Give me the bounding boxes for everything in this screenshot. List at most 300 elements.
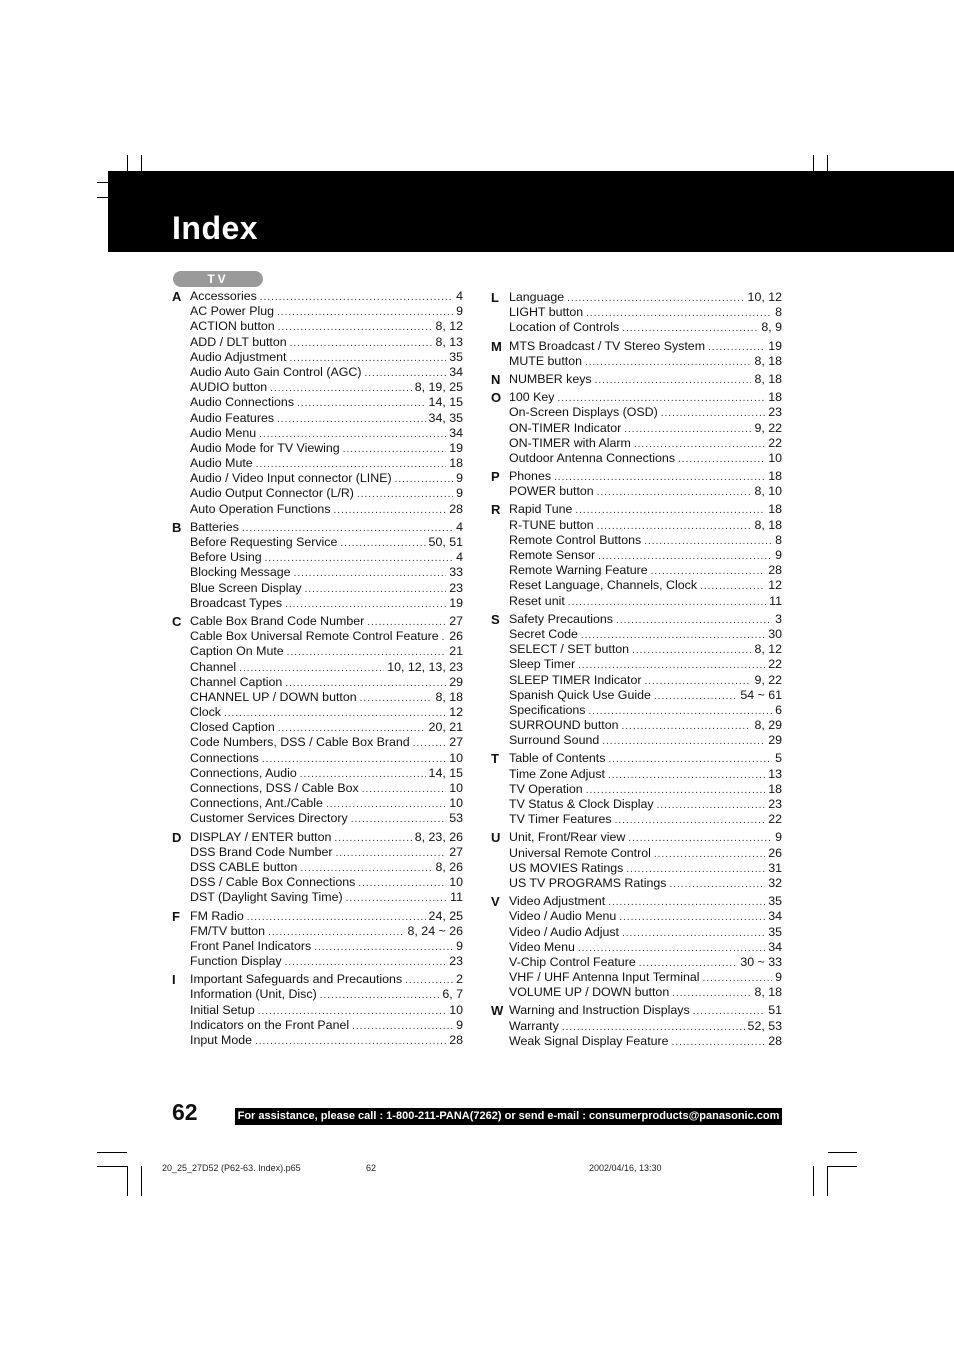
- index-entry: [190, 811, 463, 826]
- index-term: Audio Connections: [190, 395, 295, 410]
- index-pages: 10: [449, 781, 463, 795]
- index-term: NUMBER keys: [509, 371, 592, 386]
- index-pages: 9, 22: [754, 420, 782, 435]
- index-entry: [190, 471, 463, 486]
- index-group-w: [491, 1003, 791, 1049]
- index-pages: 18: [768, 390, 782, 405]
- dot-leader: [626, 862, 765, 877]
- index-entry: [509, 812, 782, 827]
- dot-leader: [268, 925, 404, 940]
- dot-leader: [608, 752, 772, 767]
- index-term: Remote Sensor: [509, 548, 596, 562]
- index-entry: [509, 372, 782, 387]
- index-term: US MOVIES Ratings: [509, 860, 624, 875]
- index-group-i: [172, 972, 472, 1048]
- dot-leader: [405, 973, 453, 988]
- index-entry: [509, 688, 782, 703]
- index-entry: [190, 720, 463, 735]
- index-term: CHANNEL UP / DOWN button: [190, 689, 357, 704]
- index-pages: 28: [768, 1033, 782, 1048]
- dot-leader: [632, 643, 751, 658]
- index-entry: [190, 830, 463, 845]
- index-entry: [190, 1003, 463, 1018]
- index-entry: [190, 629, 463, 644]
- dot-leader: [258, 1004, 446, 1019]
- index-pages: 51: [768, 1003, 782, 1018]
- index-letter: L: [491, 290, 499, 305]
- index-term: Audio Mute: [190, 456, 253, 471]
- index-entry: [190, 456, 463, 471]
- dot-leader: [270, 381, 412, 396]
- index-entry: [190, 502, 463, 517]
- index-term: Table of Contents: [509, 751, 606, 766]
- index-term: Clock: [190, 705, 221, 720]
- dot-leader: [285, 676, 446, 691]
- index-term: Phones: [509, 469, 552, 484]
- index-term: Important Safeguards and Precautions: [190, 972, 403, 987]
- index-pages: 19: [449, 595, 463, 610]
- dot-leader: [259, 427, 446, 442]
- index-term: Surround Sound: [509, 733, 600, 748]
- dot-leader: [651, 564, 766, 579]
- index-entry: [509, 733, 782, 748]
- index-pages: 27: [449, 844, 463, 859]
- index-term: Code Numbers, DSS / Cable Box Brand: [190, 735, 410, 750]
- index-term: ON-TIMER Indicator: [509, 420, 622, 435]
- crop-mark: [813, 1166, 814, 1196]
- index-entry: [509, 548, 782, 563]
- index-pages: 18: [768, 469, 782, 484]
- index-pages: 34: [449, 425, 463, 440]
- index-pages: 8, 18: [435, 689, 463, 704]
- index-entry: [509, 484, 782, 499]
- index-term: Specifications: [509, 702, 586, 717]
- dot-leader: [608, 768, 765, 783]
- index-entry: [509, 657, 782, 672]
- index-group-l: [491, 290, 791, 336]
- index-entry-list: [509, 372, 782, 387]
- index-entry: [509, 861, 782, 876]
- index-group-f: [172, 909, 472, 970]
- index-pages: 12: [768, 578, 782, 593]
- index-term: Before Using: [190, 550, 262, 565]
- index-entry: [190, 987, 463, 1002]
- dot-leader: [602, 734, 765, 749]
- index-letter: P: [491, 469, 500, 485]
- index-pages: 6: [775, 702, 782, 717]
- dot-leader: [277, 305, 453, 320]
- index-term: Connections, DSS / Cable Box: [190, 781, 359, 795]
- index-pages: 3: [775, 611, 782, 626]
- dot-leader: [294, 566, 447, 581]
- dot-leader: [568, 595, 766, 610]
- index-entry: [190, 486, 463, 501]
- index-term: Closed Caption: [190, 720, 275, 735]
- dot-leader: [619, 910, 765, 925]
- index-term: SLEEP TIMER Indicator: [509, 672, 642, 687]
- index-entry-list: [509, 612, 782, 749]
- index-pages: 8, 24 ~ 26: [407, 923, 463, 938]
- dot-leader: [581, 628, 765, 643]
- index-pages: 52, 53: [747, 1018, 782, 1033]
- dot-leader: [554, 470, 765, 485]
- dot-leader: [562, 1020, 745, 1035]
- index-term: US TV PROGRAMS Ratings: [509, 875, 667, 890]
- dot-leader: [575, 503, 765, 518]
- index-pages: 4: [456, 550, 463, 565]
- dot-leader: [285, 955, 447, 970]
- index-entry: [190, 972, 463, 987]
- index-term: DSS Brand Code Number: [190, 844, 333, 859]
- index-entry: [190, 939, 463, 954]
- index-term: Universal Remote Control: [509, 845, 651, 860]
- index-entry: [190, 909, 463, 924]
- index-pages: 10, 12, 13, 23: [387, 659, 463, 674]
- dot-leader: [628, 831, 772, 846]
- dot-leader: [367, 615, 446, 630]
- index-entry: [190, 520, 463, 535]
- index-entry: [509, 925, 782, 940]
- index-term: Secret Code: [509, 626, 578, 641]
- dot-leader: [395, 472, 454, 487]
- index-entry: [509, 846, 782, 861]
- index-entry-list: [509, 339, 782, 369]
- index-term: TV Status & Clock Display: [509, 797, 654, 811]
- index-entry: [190, 581, 463, 596]
- index-entry: [190, 1033, 463, 1048]
- dot-leader: [285, 597, 446, 612]
- index-term: Audio Features: [190, 410, 275, 425]
- index-pages: 5: [775, 751, 782, 766]
- index-pages: 8: [775, 305, 782, 320]
- index-entry-list: [509, 290, 782, 336]
- index-group-v: [491, 894, 791, 1000]
- index-entry: [509, 533, 782, 548]
- index-entry-list: [190, 830, 463, 906]
- index-term: Channel Caption: [190, 674, 283, 689]
- index-letter: U: [491, 830, 501, 846]
- dot-leader: [654, 689, 737, 704]
- dot-leader: [557, 391, 765, 406]
- index-term: Before Requesting Service: [190, 535, 338, 549]
- index-term: Outdoor Antenna Connections: [509, 450, 676, 465]
- index-entry-list: [509, 390, 782, 466]
- index-term: ACTION button: [190, 319, 275, 334]
- index-term: Connections, Ant./Cable: [190, 796, 323, 811]
- dot-leader: [300, 767, 426, 782]
- index-term: Language: [509, 290, 565, 304]
- dot-leader: [669, 877, 765, 892]
- index-entry: [190, 766, 463, 781]
- index-pages: 18: [768, 502, 782, 517]
- index-entry: [190, 365, 463, 380]
- dot-leader: [326, 797, 446, 812]
- index-entry: [190, 596, 463, 611]
- index-term: Caption On Mute: [190, 644, 284, 659]
- index-pages: 31: [768, 860, 782, 875]
- dot-leader: [693, 1004, 766, 1019]
- index-entry: [509, 290, 782, 305]
- index-entry: [190, 411, 463, 426]
- index-entry-list: [509, 502, 782, 608]
- dot-leader: [639, 956, 738, 971]
- index-entry: [509, 354, 782, 369]
- crop-mark: [141, 1166, 142, 1196]
- crop-mark: [827, 1166, 828, 1196]
- dot-leader: [608, 895, 765, 910]
- index-pages: 9: [456, 304, 463, 319]
- index-pages: 9: [456, 938, 463, 953]
- index-entry: [509, 627, 782, 642]
- index-entry: [509, 940, 782, 955]
- index-entry: [509, 751, 782, 766]
- index-term: FM Radio: [190, 908, 244, 923]
- index-pages: 9: [775, 830, 782, 845]
- index-group-o: [491, 390, 791, 466]
- crop-mark: [828, 1166, 857, 1167]
- index-entry-list: [190, 520, 463, 611]
- index-pages: 21: [449, 644, 463, 659]
- dot-leader: [708, 340, 765, 355]
- index-term: Front Panel Indicators: [190, 938, 312, 953]
- index-pages: 29: [449, 674, 463, 689]
- index-entry-list: [190, 289, 463, 517]
- index-entry: [509, 320, 782, 335]
- index-pages: 19: [449, 440, 463, 455]
- index-entry: [509, 1019, 782, 1034]
- index-pages: 19: [768, 338, 782, 353]
- index-term: SURROUND button: [509, 718, 619, 733]
- dot-leader: [346, 891, 447, 906]
- index-pages: 9: [775, 548, 782, 562]
- dot-leader: [622, 926, 765, 941]
- page-title: Index: [172, 210, 259, 246]
- index-pages: 14, 15: [428, 395, 463, 410]
- index-term: Indicators on the Front Panel: [190, 1017, 350, 1032]
- dot-leader: [578, 941, 765, 956]
- index-entry: [509, 1003, 782, 1018]
- index-term: Audio Output Connector (L/R): [190, 486, 354, 501]
- index-pages: 2: [456, 972, 463, 987]
- index-entry: [509, 390, 782, 405]
- index-entry: [190, 860, 463, 875]
- index-pages: 23: [449, 580, 463, 595]
- dot-leader: [262, 752, 446, 767]
- index-letter: R: [491, 502, 501, 518]
- index-term: Sleep Timer: [509, 657, 576, 672]
- index-term: Blocking Message: [190, 565, 291, 580]
- index-entry: [509, 305, 782, 320]
- index-pages: 10, 12: [747, 290, 782, 304]
- index-entry: [509, 673, 782, 688]
- dot-leader: [287, 645, 447, 660]
- index-group-m: [491, 339, 791, 369]
- dot-leader: [300, 861, 432, 876]
- dot-leader: [615, 813, 766, 828]
- index-pages: 27: [449, 735, 463, 750]
- index-term: Video Menu: [509, 939, 575, 954]
- index-term: Batteries: [190, 519, 239, 534]
- index-entry: [509, 782, 782, 797]
- index-term: On-Screen Displays (OSD): [509, 405, 658, 420]
- index-pages: 9: [456, 1017, 463, 1032]
- index-pages: 35: [449, 349, 463, 364]
- index-entry: [190, 289, 463, 304]
- crop-mark: [97, 1152, 127, 1153]
- index-entry: [509, 1034, 782, 1049]
- dot-leader: [621, 719, 751, 734]
- index-letter: O: [491, 390, 502, 406]
- index-entry-list: [509, 469, 782, 499]
- index-term: Accessories: [190, 289, 257, 303]
- index-term: MUTE button: [509, 353, 582, 368]
- index-term: Rapid Tune: [509, 502, 573, 517]
- index-pages: 8, 12: [754, 642, 782, 657]
- index-entry: [509, 955, 782, 970]
- index-term: TV Timer Features: [509, 812, 612, 827]
- dot-leader: [654, 847, 765, 862]
- index-term: FM/TV button: [190, 923, 266, 938]
- dot-leader: [644, 674, 751, 689]
- index-pages: 53: [449, 811, 463, 826]
- dot-leader: [357, 487, 453, 502]
- index-entry: [190, 751, 463, 766]
- dot-leader: [224, 706, 446, 721]
- index-letter: T: [491, 751, 499, 767]
- index-entry: [190, 319, 463, 334]
- index-entry: [190, 845, 463, 860]
- dot-leader: [588, 704, 772, 719]
- index-group-u: [491, 830, 791, 891]
- index-term: TV Operation: [509, 781, 583, 796]
- dot-leader: [352, 1019, 453, 1034]
- dot-leader: [289, 351, 446, 366]
- index-entry-list: [190, 909, 463, 970]
- index-term: Time Zone Adjust: [509, 766, 605, 781]
- index-term: DISPLAY / ENTER button: [190, 829, 332, 844]
- index-entry-list: [190, 972, 463, 1048]
- dot-leader: [442, 630, 447, 645]
- index-column-left: [172, 289, 472, 1051]
- dot-leader: [247, 910, 426, 925]
- index-pages: 26: [449, 629, 463, 644]
- dot-leader: [597, 485, 752, 500]
- index-pages: 35: [768, 894, 782, 909]
- index-term: DSS CABLE button: [190, 859, 298, 874]
- index-entry: [509, 894, 782, 909]
- index-pages: 22: [768, 657, 782, 672]
- index-pages: 10: [449, 750, 463, 765]
- dot-leader: [343, 442, 447, 457]
- index-term: Reset Language, Channels, Clock: [509, 578, 698, 593]
- dot-leader: [260, 290, 453, 305]
- dot-leader: [585, 355, 751, 370]
- index-term: 100 Key: [509, 390, 555, 405]
- dot-leader: [597, 519, 752, 534]
- index-entry: [190, 550, 463, 565]
- index-entry-list: [509, 830, 782, 891]
- dot-leader: [265, 551, 453, 566]
- index-pages: 10: [449, 796, 463, 811]
- index-entry: [509, 985, 782, 1000]
- index-pages: 22: [768, 812, 782, 827]
- dot-leader: [255, 1034, 446, 1049]
- index-entry: [509, 797, 782, 812]
- index-pages: 34: [449, 364, 463, 379]
- index-entry: [509, 642, 782, 657]
- index-term: Auto Operation Functions: [190, 501, 331, 516]
- footer-timestamp: 2002/04/16, 13:30: [589, 1163, 662, 1173]
- dot-leader: [678, 452, 765, 467]
- index-pages: 34: [768, 939, 782, 954]
- index-term: R-TUNE button: [509, 517, 594, 532]
- index-entry: [190, 426, 463, 441]
- index-entry: [509, 830, 782, 845]
- index-pages: 8, 10: [754, 484, 782, 499]
- index-entry: [190, 1018, 463, 1033]
- index-term: Warning and Instruction Displays: [509, 1003, 690, 1018]
- dot-leader: [657, 798, 766, 813]
- index-term: Function Display: [190, 954, 282, 969]
- index-entry: [509, 502, 782, 517]
- index-entry: [509, 876, 782, 891]
- index-entry: [509, 594, 782, 609]
- index-entry: [190, 535, 463, 550]
- index-term: Input Mode: [190, 1033, 252, 1047]
- index-letter: F: [172, 908, 180, 924]
- index-term: Video Adjustment: [509, 894, 606, 909]
- index-entry: [190, 735, 463, 750]
- page-number: 62: [172, 1099, 198, 1125]
- index-letter: I: [172, 972, 176, 988]
- index-term: MTS Broadcast / TV Stereo System: [509, 338, 706, 353]
- index-term: Blue Screen Display: [190, 580, 302, 595]
- index-entry: [509, 703, 782, 718]
- index-entry: [509, 421, 782, 436]
- index-pages: 22: [768, 435, 782, 450]
- index-entry: [509, 436, 782, 451]
- index-pages: 27: [449, 613, 463, 628]
- index-pages: 33: [449, 565, 463, 580]
- index-pages: 8, 18: [754, 371, 782, 386]
- index-entry-list: [190, 614, 463, 827]
- index-term: Broadcast Types: [190, 595, 283, 610]
- index-pages: 8: [775, 532, 782, 547]
- index-letter: A: [172, 289, 182, 304]
- index-entry: [190, 441, 463, 456]
- index-pages: 8, 18: [754, 985, 782, 1000]
- dot-leader: [586, 783, 766, 798]
- index-entry: [190, 660, 463, 675]
- index-pages: 11: [769, 593, 782, 608]
- index-group-p: [491, 469, 791, 499]
- dot-leader: [578, 658, 765, 673]
- index-pages: 30 ~ 33: [740, 954, 782, 969]
- dot-leader: [364, 366, 446, 381]
- index-group-b: [172, 520, 472, 611]
- index-term: Weak Signal Display Feature: [509, 1033, 669, 1048]
- dot-leader: [624, 422, 751, 437]
- index-pages: 23: [449, 954, 463, 969]
- index-entry: [190, 796, 463, 811]
- dot-leader: [358, 876, 446, 891]
- dot-leader: [586, 306, 772, 321]
- dot-leader: [351, 812, 447, 827]
- index-term: Audio Auto Gain Control (AGC): [190, 364, 362, 379]
- dot-leader: [700, 579, 765, 594]
- index-group-r: [491, 502, 791, 608]
- index-column-right: [491, 290, 791, 1052]
